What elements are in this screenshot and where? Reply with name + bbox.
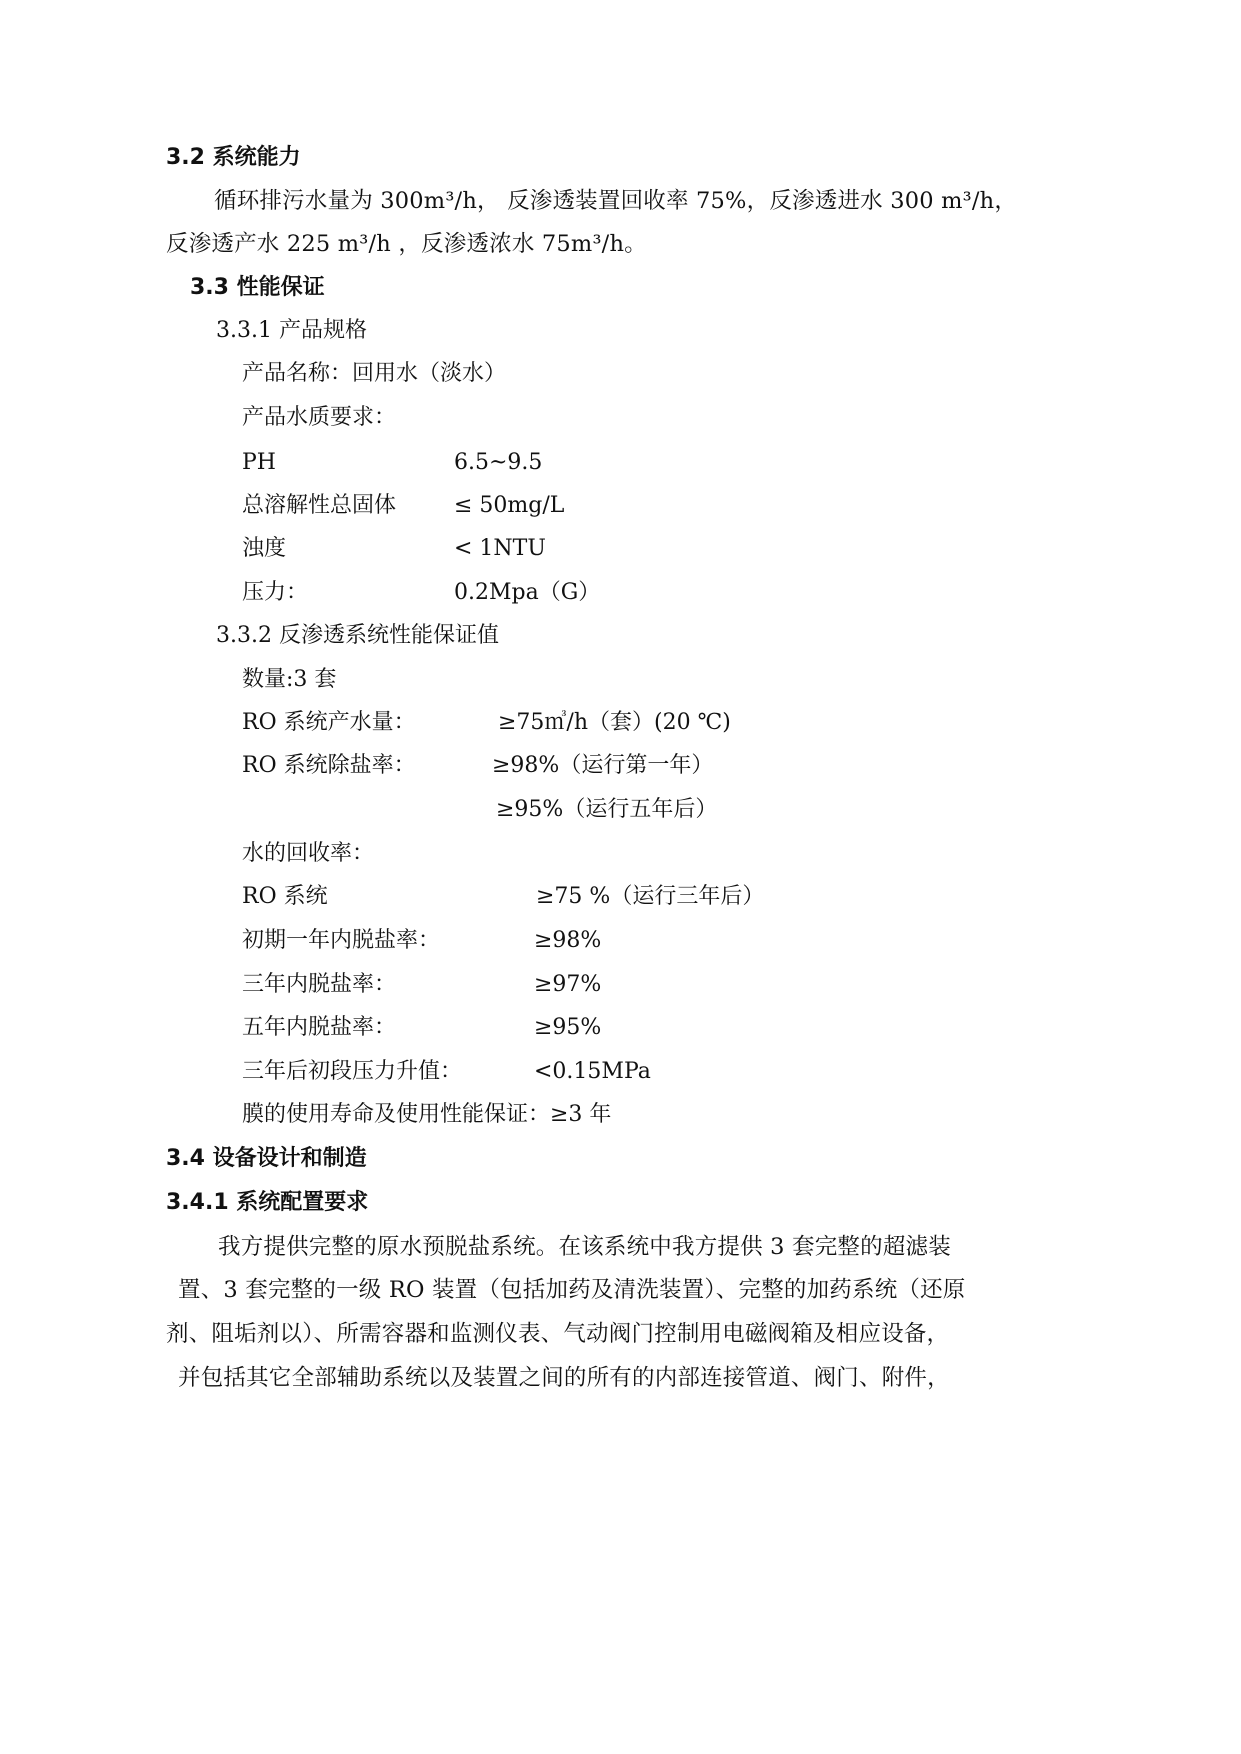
product-name: 产品名称：回用水（淡水） (242, 361, 507, 386)
section-3-4-1-paragraph-line-4: 并包括其它全部辅助系统以及装置之间的所有的内部连接管道、阀门、附件， (178, 1365, 950, 1391)
recovery-rate-title: 水的回收率： (242, 841, 375, 866)
quality-requirements-title: 产品水质要求： (242, 405, 397, 430)
ro-desalination-value-year1: ≥98%（运行第一年） (492, 753, 714, 778)
section-3-2-paragraph-line-1: 循环排污水量为 300m³/h， 反渗透装置回收率 75%，反渗透进水 300 m³/h， (214, 188, 1018, 214)
section-3-4-1-paragraph-line-2: 置、3 套完整的一级 RO 装置（包括加药及清洗装置）、完整的加药系统（还原 (178, 1277, 966, 1303)
rate-label: 五年内脱盐率： (242, 1015, 397, 1040)
ro-system-value: ≥75 %（运行三年后） (536, 884, 765, 909)
section-3-2-heading: 3.2 系统能力 (166, 145, 301, 170)
ro-system-label: RO 系统 (242, 884, 328, 909)
ro-output-value: ≥75㎥/h（套）(20 ℃) (498, 710, 731, 735)
spec-value: 0.2Mpa（G） (454, 580, 601, 605)
spec-label: 压力： (242, 580, 309, 605)
section-3-4-heading: 3.4 设备设计和制造 (166, 1146, 367, 1171)
spec-value: 6.5~9.5 (454, 450, 543, 475)
quantity-text: 数量:3 套 (242, 667, 337, 692)
rate-value: ≥98% (534, 928, 602, 953)
section-3-4-1-heading: 3.4.1 系统配置要求 (166, 1190, 369, 1215)
ro-desalination-label: RO 系统除盐率： (242, 753, 416, 778)
spec-value: ≤ 50mg/L (454, 493, 565, 518)
rate-label: 三年后初段压力升值： (242, 1059, 463, 1084)
membrane-life-text: 膜的使用寿命及使用性能保证：≥3 年 (242, 1102, 612, 1127)
section-3-3-1-heading: 3.3.1 产品规格 (216, 318, 367, 343)
section-3-4-1-paragraph-line-3: 剂、阻垢剂以）、所需容器和监测仪表、气动阀门控制用电磁阀箱及相应设备， (166, 1321, 950, 1347)
spec-label: 总溶解性总固体 (242, 493, 397, 518)
section-3-2-paragraph-line-2: 反渗透产水 225 m³/h ，反渗透浓水 75m³/h。 (166, 231, 647, 257)
rate-value: <0.15MPa (534, 1059, 651, 1084)
ro-desalination-value-year5: ≥95%（运行五年后） (496, 797, 718, 822)
rate-label: 初期一年内脱盐率： (242, 928, 441, 953)
rate-value: ≥95% (534, 1015, 602, 1040)
spec-label: 浊度 (242, 536, 287, 561)
rate-label: 三年内脱盐率： (242, 972, 397, 997)
section-3-3-heading: 3.3 性能保证 (190, 275, 325, 300)
rate-value: ≥97% (534, 972, 602, 997)
spec-label: PH (242, 450, 276, 475)
section-3-3-2-heading: 3.3.2 反渗透系统性能保证值 (216, 623, 499, 648)
spec-value: < 1NTU (454, 536, 546, 561)
section-3-4-1-paragraph-line-1: 我方提供完整的原水预脱盐系统。在该系统中我方提供 3 套完整的超滤装 (218, 1234, 951, 1260)
ro-output-label: RO 系统产水量： (242, 710, 416, 735)
